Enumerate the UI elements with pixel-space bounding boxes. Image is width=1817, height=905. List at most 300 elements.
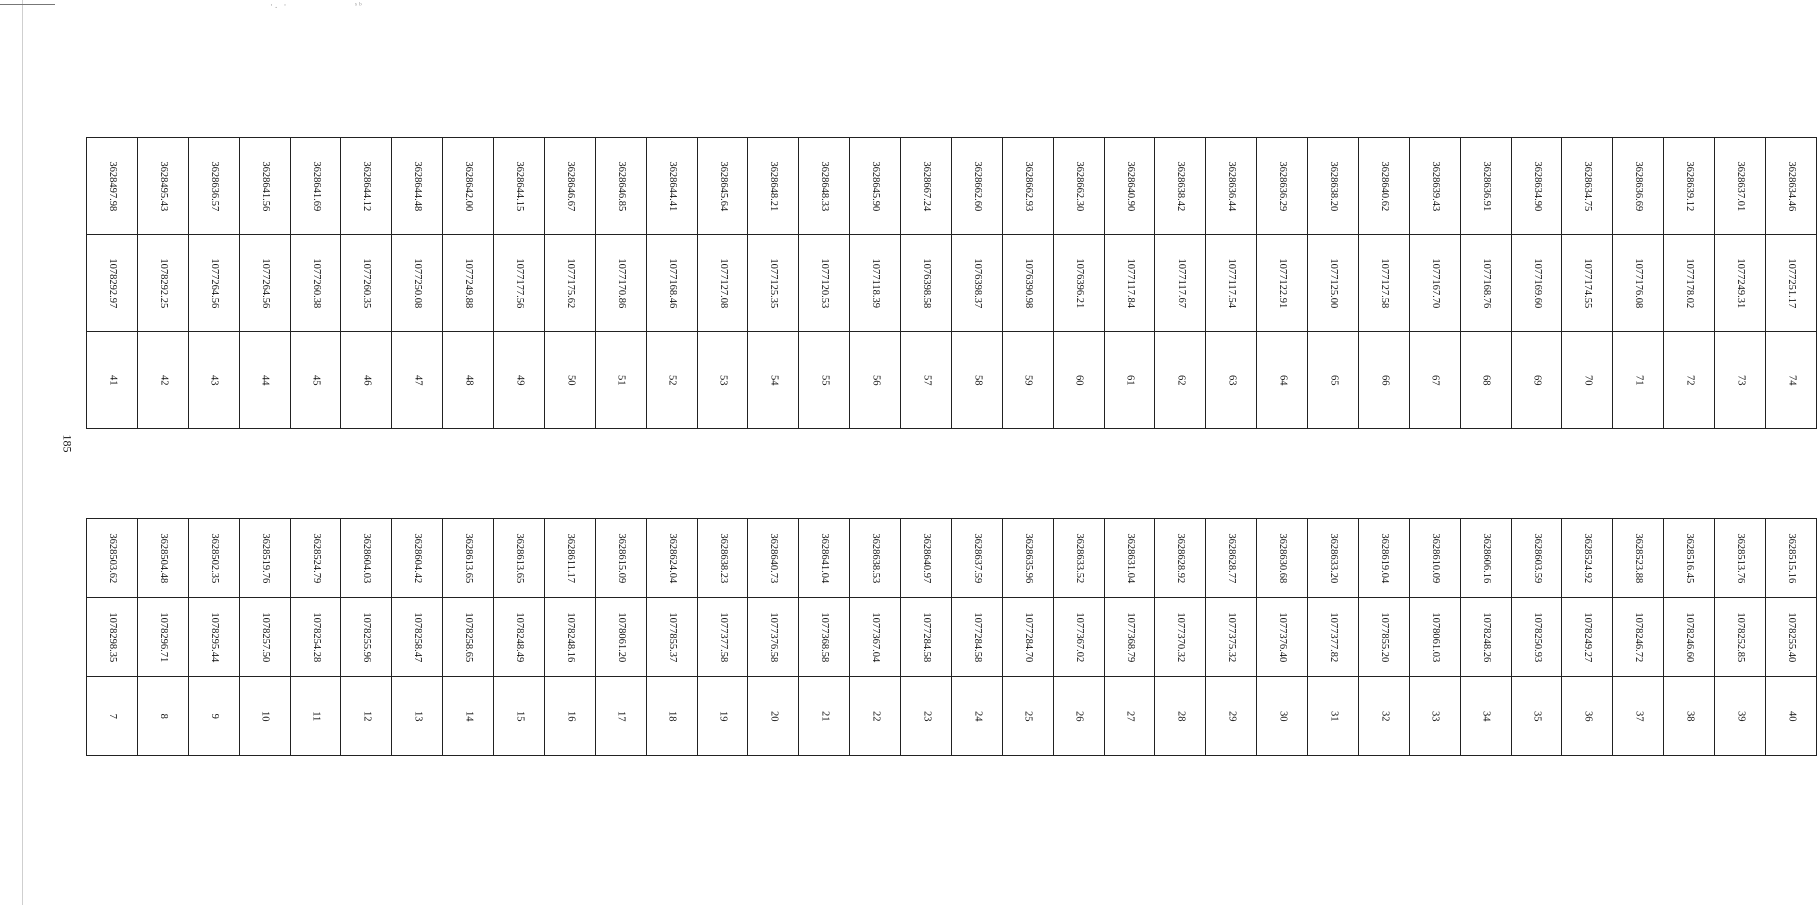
coord-value-2-cell xyxy=(1358,138,1409,235)
cell-text: 30 xyxy=(1277,710,1289,722)
cell-text: 1077368.58 xyxy=(819,612,831,662)
coord-value-1-cell xyxy=(392,598,443,677)
coord-value-1-cell xyxy=(1562,235,1613,332)
coord-value-2-cell xyxy=(1460,519,1511,598)
coord-value-1-cell xyxy=(341,235,392,332)
point-number-cell xyxy=(1206,677,1257,756)
coord-value-1-cell xyxy=(87,598,138,677)
cell-text: 3628504.48 xyxy=(158,533,170,583)
point-number-cell xyxy=(87,332,138,429)
cell-text: 55 xyxy=(819,374,831,386)
coord-value-1-cell xyxy=(1460,235,1511,332)
cell-text: 46 xyxy=(361,374,373,386)
coord-value-2-cell xyxy=(1765,138,1816,235)
coord-value-1-cell xyxy=(1053,235,1104,332)
cell-text: 3628642.00 xyxy=(463,161,475,211)
cell-text: 3628644.12 xyxy=(361,161,373,211)
cell-text: 8 xyxy=(158,713,170,719)
cell-text: 56 xyxy=(870,374,882,386)
coord-value-1-cell xyxy=(1613,598,1664,677)
point-number-cell xyxy=(1765,332,1816,429)
coord-value-1-cell xyxy=(443,598,494,677)
point-number-cell xyxy=(646,677,697,756)
cell-text: 1077249.31 xyxy=(1735,258,1747,308)
coord-value-1-cell xyxy=(1358,235,1409,332)
cell-text: 1078255.96 xyxy=(361,612,373,662)
coord-value-2-cell xyxy=(850,519,901,598)
cell-text: 3628497.98 xyxy=(107,161,119,211)
coord-value-2-cell xyxy=(1053,519,1104,598)
cell-text: 68 xyxy=(1480,374,1492,386)
cell-text: 45 xyxy=(310,374,322,386)
coord-value-1-cell xyxy=(850,235,901,332)
cell-text: 3628619.04 xyxy=(1379,533,1391,583)
point-number-cell xyxy=(188,332,239,429)
coord-value-1-cell xyxy=(1664,235,1715,332)
point-number-cell xyxy=(1613,677,1664,756)
cell-text: 3628628.92 xyxy=(1175,533,1187,583)
cell-text: 3628646.85 xyxy=(615,161,627,211)
cell-text: 49 xyxy=(514,374,526,386)
cell-text: 69 xyxy=(1531,374,1543,386)
coord-value-1-cell xyxy=(392,235,443,332)
coord-value-2-cell xyxy=(1664,519,1715,598)
cell-text: 3628644.41 xyxy=(666,161,678,211)
cell-text: 32 xyxy=(1379,710,1391,722)
coord-value-2-cell xyxy=(1765,519,1816,598)
coord-value-2-cell xyxy=(341,519,392,598)
coord-value-1-cell xyxy=(137,235,188,332)
cell-text: 1078258.47 xyxy=(412,612,424,662)
coord-value-1-cell xyxy=(1002,598,1053,677)
cell-text: 20 xyxy=(768,710,780,722)
cell-text: 72 xyxy=(1684,374,1696,386)
cell-text: 73 xyxy=(1735,374,1747,386)
cell-text: 1078061.20 xyxy=(615,612,627,662)
point-number-cell xyxy=(239,332,290,429)
coord-value-1-cell xyxy=(901,235,952,332)
cell-text: 3628636.57 xyxy=(208,161,220,211)
cell-text: 1077367.04 xyxy=(870,612,882,662)
table-field-row xyxy=(87,519,1817,598)
cell-text: 13 xyxy=(412,710,424,722)
coord-value-2-cell xyxy=(901,519,952,598)
point-number-cell xyxy=(137,332,188,429)
cell-text: 10 xyxy=(259,710,271,722)
point-number-cell xyxy=(1460,677,1511,756)
coord-value-1-cell xyxy=(1002,235,1053,332)
coord-value-1-cell xyxy=(239,598,290,677)
cell-text: 1077377.82 xyxy=(1328,612,1340,662)
point-number-cell xyxy=(137,677,188,756)
point-number-cell xyxy=(799,332,850,429)
coord-value-1-cell xyxy=(748,235,799,332)
point-number-cell xyxy=(290,677,341,756)
cell-text: 3628604.42 xyxy=(412,533,424,583)
cell-text: 3628662.93 xyxy=(1022,161,1034,211)
cell-text: 3628513.76 xyxy=(1735,533,1747,583)
coord-value-1-cell xyxy=(188,235,239,332)
cell-text: 1077375.32 xyxy=(1226,612,1238,662)
point-number-cell xyxy=(392,677,443,756)
coord-value-1-cell xyxy=(341,598,392,677)
coord-value-2-cell xyxy=(595,519,646,598)
cell-text: 3628641.04 xyxy=(819,533,831,583)
cell-text: 3628644.48 xyxy=(412,161,424,211)
coord-value-1-cell xyxy=(1257,235,1308,332)
cell-text: 3628638.20 xyxy=(1328,161,1340,211)
coord-value-2-cell xyxy=(1257,138,1308,235)
coord-value-2-cell xyxy=(1358,519,1409,598)
coord-value-1-cell xyxy=(951,235,1002,332)
cell-text: 3628662.30 xyxy=(1073,161,1085,211)
coord-value-2-cell xyxy=(544,519,595,598)
cell-text: 60 xyxy=(1073,374,1085,386)
point-number-cell xyxy=(1308,332,1359,429)
cell-text: 1077376.40 xyxy=(1277,612,1289,662)
cell-text: 3628503.62 xyxy=(107,533,119,583)
coord-value-2-cell xyxy=(1715,138,1766,235)
cell-text: 3628648.33 xyxy=(819,161,831,211)
coord-value-2-cell xyxy=(1613,138,1664,235)
coord-value-2-cell xyxy=(1613,519,1664,598)
cell-text: 29 xyxy=(1226,710,1238,722)
point-number-cell xyxy=(748,332,799,429)
point-number-cell xyxy=(799,677,850,756)
coord-value-2-cell xyxy=(1206,519,1257,598)
cell-text: 1077370.32 xyxy=(1175,612,1187,662)
cell-text: 3628636.29 xyxy=(1277,161,1289,211)
cell-text: 3628611.17 xyxy=(565,533,577,583)
coord-value-2-cell xyxy=(290,138,341,235)
cell-text: 3628662.60 xyxy=(972,161,984,211)
cell-text: 3628631.04 xyxy=(1124,533,1136,583)
coord-value-2-cell xyxy=(748,138,799,235)
cell-text: 1076398.37 xyxy=(972,258,984,308)
cell-text: 3628636.91 xyxy=(1480,161,1492,211)
point-number-cell xyxy=(901,332,952,429)
coord-value-1-cell xyxy=(1104,235,1155,332)
scan-mark: ·. · xyxy=(270,0,289,10)
point-number-cell xyxy=(646,332,697,429)
cell-text: 9 xyxy=(208,713,220,719)
cell-text: 3628606.16 xyxy=(1480,533,1492,583)
cell-text: 1077177.56 xyxy=(514,258,526,308)
coord-value-2-cell xyxy=(87,138,138,235)
cell-text: 1077260.38 xyxy=(310,258,322,308)
cell-text: 1078292.25 xyxy=(158,258,170,308)
coord-value-1-cell xyxy=(1511,598,1562,677)
cell-text: 1077174.55 xyxy=(1582,258,1594,308)
cell-text: 1078252.85 xyxy=(1735,612,1747,662)
coord-value-1-cell xyxy=(951,598,1002,677)
coord-value-2-cell xyxy=(392,519,443,598)
cell-text: 1077169.60 xyxy=(1531,258,1543,308)
cell-text: 3628495.43 xyxy=(158,161,170,211)
coord-value-1-cell xyxy=(1511,235,1562,332)
coord-value-1-cell xyxy=(290,598,341,677)
coord-value-2-cell xyxy=(1511,138,1562,235)
cell-text: 28 xyxy=(1175,710,1187,722)
cell-text: 1078292.97 xyxy=(107,258,119,308)
coord-value-2-cell xyxy=(697,138,748,235)
point-number-cell xyxy=(748,677,799,756)
point-number-cell xyxy=(1053,332,1104,429)
coord-value-2-cell xyxy=(748,519,799,598)
cell-text: 1077118.39 xyxy=(870,258,882,308)
cell-text: 1076398.58 xyxy=(921,258,933,308)
cell-text: 3628646.67 xyxy=(565,161,577,211)
cell-text: 3628636.69 xyxy=(1633,161,1645,211)
point-number-cell xyxy=(1308,677,1359,756)
point-number-cell xyxy=(1562,332,1613,429)
point-number-cell xyxy=(850,677,901,756)
cell-text: 67 xyxy=(1429,374,1441,386)
cell-text: 3628628.77 xyxy=(1226,533,1238,583)
point-number-cell xyxy=(443,677,494,756)
point-number-cell xyxy=(544,677,595,756)
point-number-cell xyxy=(1053,677,1104,756)
cell-text: 1076390.98 xyxy=(1022,258,1034,308)
cell-text: 11 xyxy=(310,710,322,722)
point-number-cell xyxy=(290,332,341,429)
coord-value-2-cell xyxy=(239,519,290,598)
table-field-row xyxy=(87,598,1817,677)
cell-text: 18 xyxy=(666,710,678,722)
table-field-row xyxy=(87,138,1817,235)
cell-text: 1077284.70 xyxy=(1022,612,1034,662)
point-number-cell xyxy=(443,332,494,429)
cell-text: 3628523.88 xyxy=(1633,533,1645,583)
coord-value-1-cell xyxy=(1155,235,1206,332)
cell-text: 1078255.40 xyxy=(1786,612,1798,662)
cell-text: 41 xyxy=(107,374,119,386)
point-number-cell xyxy=(1409,677,1460,756)
cell-text: 1077250.08 xyxy=(412,258,424,308)
cell-text: 38 xyxy=(1684,710,1696,722)
coord-value-2-cell xyxy=(494,138,545,235)
cell-text: 1077127.08 xyxy=(717,258,729,308)
cell-text: 3628639.12 xyxy=(1684,161,1696,211)
coord-value-2-cell xyxy=(646,138,697,235)
cell-text: 34 xyxy=(1480,710,1492,722)
cell-text: 7 xyxy=(107,713,119,719)
coord-value-2-cell xyxy=(1664,138,1715,235)
point-number-cell xyxy=(850,332,901,429)
cell-text: 24 xyxy=(972,710,984,722)
cell-text: 1078298.35 xyxy=(107,612,119,662)
cell-text: 1077168.76 xyxy=(1480,258,1492,308)
page-number: 185 xyxy=(60,434,75,453)
cell-text: 19 xyxy=(717,710,729,722)
cell-text: 1078250.93 xyxy=(1531,612,1543,662)
cell-text: 1077170.86 xyxy=(615,258,627,308)
coord-value-1-cell xyxy=(1664,598,1715,677)
cell-text: 3628515.16 xyxy=(1786,533,1798,583)
coord-value-2-cell xyxy=(1002,519,1053,598)
cell-text: 15 xyxy=(514,710,526,722)
coord-value-2-cell xyxy=(1511,519,1562,598)
point-number-cell xyxy=(1511,332,1562,429)
point-number-cell xyxy=(1155,332,1206,429)
cell-text: 1077249.88 xyxy=(463,258,475,308)
coord-value-1-cell xyxy=(697,235,748,332)
point-number-cell xyxy=(951,677,1002,756)
cell-text: 1078296.71 xyxy=(158,612,170,662)
cell-text: 33 xyxy=(1429,710,1441,722)
point-number-cell xyxy=(1257,677,1308,756)
cell-text: 3628613.65 xyxy=(514,533,526,583)
coord-value-1-cell xyxy=(1409,235,1460,332)
table-field-row xyxy=(87,235,1817,332)
point-number-cell xyxy=(1358,677,1409,756)
coord-value-1-cell xyxy=(646,235,697,332)
cell-text: 61 xyxy=(1124,374,1136,386)
point-number-cell xyxy=(1460,332,1511,429)
cell-text: 1077855.20 xyxy=(1379,612,1391,662)
cell-text: 62 xyxy=(1175,374,1187,386)
cell-text: 1077167.70 xyxy=(1429,258,1441,308)
coord-value-1-cell xyxy=(188,598,239,677)
coord-value-1-cell xyxy=(544,235,595,332)
coord-value-1-cell xyxy=(901,598,952,677)
point-number-cell xyxy=(1002,677,1053,756)
cell-text: 57 xyxy=(921,374,933,386)
scan-left-edge xyxy=(0,0,23,905)
cell-text: 3628637.59 xyxy=(972,533,984,583)
point-number-cell xyxy=(494,677,545,756)
cell-text: 1077284.58 xyxy=(972,612,984,662)
cell-text: 1077367.02 xyxy=(1073,612,1085,662)
cell-text: 1077117.84 xyxy=(1124,258,1136,308)
coord-value-2-cell xyxy=(544,138,595,235)
cell-text: 1077377.58 xyxy=(717,612,729,662)
coord-value-2-cell xyxy=(1104,519,1155,598)
cell-text: 1077264.56 xyxy=(208,258,220,308)
point-number-cell xyxy=(951,332,1002,429)
coord-value-1-cell xyxy=(1715,598,1766,677)
coord-value-1-cell xyxy=(595,235,646,332)
cell-text: 1077117.54 xyxy=(1226,258,1238,308)
coord-value-1-cell xyxy=(1308,598,1359,677)
cell-text: 3628636.44 xyxy=(1226,161,1238,211)
point-number-cell xyxy=(1664,332,1715,429)
scan-mark: ˢᵇ xyxy=(355,0,364,10)
coord-value-1-cell xyxy=(1409,598,1460,677)
coord-value-2-cell xyxy=(1409,138,1460,235)
cell-text: 1077264.56 xyxy=(259,258,271,308)
cell-text: 3628648.21 xyxy=(768,161,780,211)
cell-text: 3628638.53 xyxy=(870,533,882,583)
cell-text: 16 xyxy=(565,710,577,722)
coord-value-1-cell xyxy=(1765,598,1816,677)
point-number-cell xyxy=(595,332,646,429)
cell-text: 3628604.03 xyxy=(361,533,373,583)
coord-value-2-cell xyxy=(443,519,494,598)
coord-value-2-cell xyxy=(443,138,494,235)
coord-value-1-cell xyxy=(1206,235,1257,332)
cell-text: 58 xyxy=(972,374,984,386)
coord-value-2-cell xyxy=(951,519,1002,598)
cell-text: 65 xyxy=(1328,374,1340,386)
coord-value-1-cell xyxy=(494,598,545,677)
coord-value-2-cell xyxy=(799,519,850,598)
point-number-cell xyxy=(595,677,646,756)
cell-text: 43 xyxy=(208,374,220,386)
cell-text: 1076396.21 xyxy=(1073,258,1085,308)
coord-value-2-cell xyxy=(1257,519,1308,598)
point-number-cell xyxy=(697,677,748,756)
cell-text: 3628630.68 xyxy=(1277,533,1289,583)
cell-text: 64 xyxy=(1277,374,1289,386)
coord-value-2-cell xyxy=(646,519,697,598)
cell-text: 3628634.75 xyxy=(1582,161,1594,211)
cell-text: 1077176.08 xyxy=(1633,258,1645,308)
cell-text: 17 xyxy=(615,710,627,722)
coord-value-2-cell xyxy=(1308,138,1359,235)
cell-text: 3628638.42 xyxy=(1175,161,1187,211)
cell-text: 51 xyxy=(615,374,627,386)
cell-text: 3628641.69 xyxy=(310,161,322,211)
cell-text: 1077125.35 xyxy=(768,258,780,308)
cell-text: 3628615.09 xyxy=(615,533,627,583)
point-number-cell xyxy=(392,332,443,429)
point-number-cell xyxy=(87,677,138,756)
cell-text: 3628645.64 xyxy=(717,161,729,211)
cell-text: 42 xyxy=(158,374,170,386)
cell-text: 1077855.37 xyxy=(666,612,678,662)
point-number-cell xyxy=(1358,332,1409,429)
cell-text: 3628634.46 xyxy=(1786,161,1798,211)
point-number-cell xyxy=(1155,677,1206,756)
cell-text: 1077125.00 xyxy=(1328,258,1340,308)
point-number-cell xyxy=(341,332,392,429)
coord-value-1-cell xyxy=(1155,598,1206,677)
coord-value-1-cell xyxy=(1104,598,1155,677)
cell-text: 1078258.65 xyxy=(463,612,475,662)
coordinates-table-points-41-74 xyxy=(86,137,1817,429)
cell-text: 37 xyxy=(1633,710,1645,722)
cell-text: 3628667.24 xyxy=(921,161,933,211)
point-number-cell xyxy=(1613,332,1664,429)
point-number-cell xyxy=(1409,332,1460,429)
coord-value-2-cell xyxy=(1155,138,1206,235)
cell-text: 3628519.76 xyxy=(259,533,271,583)
coord-value-2-cell xyxy=(1409,519,1460,598)
point-number-cell xyxy=(1104,332,1155,429)
coord-value-1-cell xyxy=(443,235,494,332)
coord-value-1-cell xyxy=(1562,598,1613,677)
cell-text: 3628640.97 xyxy=(921,533,933,583)
point-number-cell xyxy=(1002,332,1053,429)
cell-text: 25 xyxy=(1022,710,1034,722)
coord-value-2-cell xyxy=(494,519,545,598)
cell-text: 3628637.01 xyxy=(1735,161,1747,211)
cell-text: 1078295.44 xyxy=(208,612,220,662)
coord-value-2-cell xyxy=(1002,138,1053,235)
cell-text: 1077175.62 xyxy=(565,258,577,308)
cell-text: 27 xyxy=(1124,710,1136,722)
coord-value-2-cell xyxy=(1460,138,1511,235)
cell-text: 3628624.04 xyxy=(666,533,678,583)
cell-text: 3628524.92 xyxy=(1582,533,1594,583)
cell-text: 1077251.17 xyxy=(1786,258,1798,308)
coord-value-2-cell xyxy=(1562,519,1613,598)
coord-value-2-cell xyxy=(697,519,748,598)
cell-text: 53 xyxy=(717,374,729,386)
coord-value-1-cell xyxy=(850,598,901,677)
point-number-cell xyxy=(901,677,952,756)
